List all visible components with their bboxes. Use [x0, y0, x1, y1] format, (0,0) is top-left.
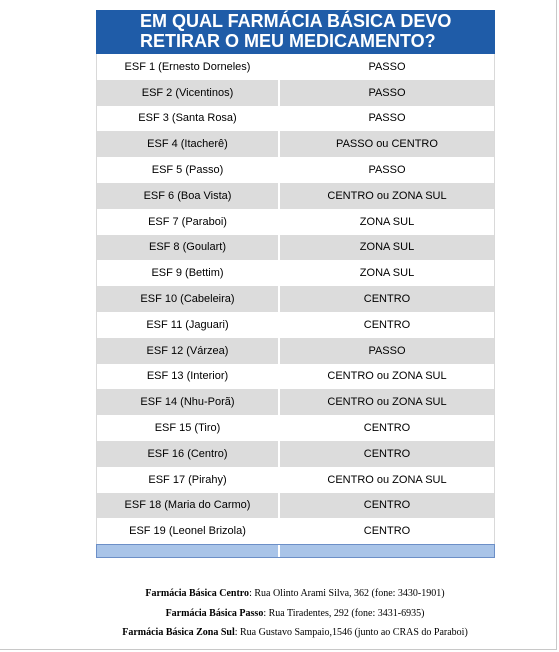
pharmacy-cell: ZONA SUL [280, 235, 494, 261]
pharmacy-cell: PASSO [368, 60, 406, 73]
table-row [97, 235, 494, 261]
address-line [0, 584, 559, 604]
pharmacy-cell: CENTRO ou ZONA SUL [280, 183, 494, 209]
table-row [97, 389, 494, 415]
pharmacy-cell: PASSO [368, 164, 406, 177]
table-row [97, 338, 494, 364]
table-footer-bar [96, 544, 495, 558]
esf-cell: ESF 12 (Várzea) [97, 338, 278, 364]
esf-cell: ESF 8 (Goulart) [97, 235, 278, 261]
table-row [97, 441, 494, 467]
pharmacy-cell: PASSO [368, 112, 406, 125]
pharmacy-address: : Rua Olinto Arami Silva, 362 (fone: 3430-1901) [249, 588, 445, 599]
footer-cell-right [280, 545, 494, 557]
pharmacy-cell: ZONA SUL [359, 267, 415, 280]
table-row [97, 209, 494, 235]
title-line-1: EM QUAL FARMÁCIA BÁSICA DEVO [140, 11, 452, 31]
pharmacy-address: : Rua Gustavo Sampaio,1546 (junto ao CRAS do Paraboi) [234, 627, 468, 638]
footer-cell-left [97, 545, 280, 557]
esf-cell: ESF 13 (Interior) [146, 370, 229, 383]
pharmacy-cell: CENTRO ou ZONA SUL [327, 473, 447, 486]
table-row [97, 80, 494, 106]
table-row [97, 157, 494, 183]
pharmacy-table [96, 10, 495, 558]
pharmacy-cell: CENTRO [280, 286, 494, 312]
address-line [0, 604, 559, 624]
esf-cell: ESF 17 (Pirahy) [148, 473, 227, 486]
esf-cell: ESF 7 (Paraboi) [148, 215, 227, 228]
esf-cell: ESF 3 (Santa Rosa) [138, 112, 237, 125]
table-row [97, 312, 494, 338]
esf-cell: ESF 15 (Tiro) [154, 422, 221, 435]
table-row [97, 54, 494, 80]
esf-cell: ESF 11 (Jaguari) [146, 318, 229, 331]
pharmacy-cell: CENTRO [280, 441, 494, 467]
pharmacy-cell: CENTRO [363, 422, 411, 435]
pharmacy-name: Farmácia Básica Passo [165, 607, 264, 619]
table-row [97, 131, 494, 157]
esf-cell: ESF 2 (Vicentinos) [97, 80, 278, 106]
table-row [97, 415, 494, 441]
esf-cell: ESF 9 (Bettim) [151, 267, 224, 280]
pharmacy-name: Farmácia Básica Centro [145, 588, 250, 599]
pharmacy-cell: CENTRO [280, 493, 494, 519]
table-row [97, 260, 494, 286]
pharmacy-cell: CENTRO [363, 525, 411, 538]
pharmacy-cell: PASSO [280, 80, 494, 106]
pharmacy-cell: PASSO ou CENTRO [280, 131, 494, 157]
pharmacy-cell: ZONA SUL [359, 215, 415, 228]
pharmacy-cell: PASSO [280, 338, 494, 364]
esf-cell: ESF 19 (Leonel Brizola) [129, 525, 246, 538]
esf-cell: ESF 6 (Boa Vista) [97, 183, 278, 209]
address-line [0, 623, 559, 643]
table-row [97, 286, 494, 312]
pharmacy-cell: CENTRO [363, 318, 411, 331]
pharmacy-cell: CENTRO ou ZONA SUL [280, 389, 494, 415]
pharmacy-address: : Rua Tiradentes, 292 (fone: 3431-6935) [263, 607, 425, 619]
table-row [97, 183, 494, 209]
table-row [97, 364, 494, 390]
table-body [96, 54, 495, 544]
title-line-2: RETIRAR O MEU MEDICAMENTO? [140, 31, 436, 51]
table-row [97, 493, 494, 519]
esf-cell: ESF 18 (Maria do Carmo) [97, 493, 278, 519]
address-list [0, 584, 559, 643]
esf-cell: ESF 1 (Ernesto Dorneles) [124, 60, 251, 73]
esf-cell: ESF 4 (Itacherê) [97, 131, 278, 157]
pharmacy-name: Farmácia Básica Zona Sul [122, 627, 235, 638]
pharmacy-cell: CENTRO ou ZONA SUL [327, 370, 447, 383]
table-row [97, 106, 494, 132]
esf-cell: ESF 16 (Centro) [97, 441, 278, 467]
table-row [97, 518, 494, 544]
esf-cell: ESF 5 (Passo) [151, 164, 224, 177]
esf-cell: ESF 10 (Cabeleira) [97, 286, 278, 312]
esf-cell: ESF 14 (Nhu-Porã) [97, 389, 278, 415]
table-title [96, 10, 495, 54]
table-row [97, 467, 494, 493]
